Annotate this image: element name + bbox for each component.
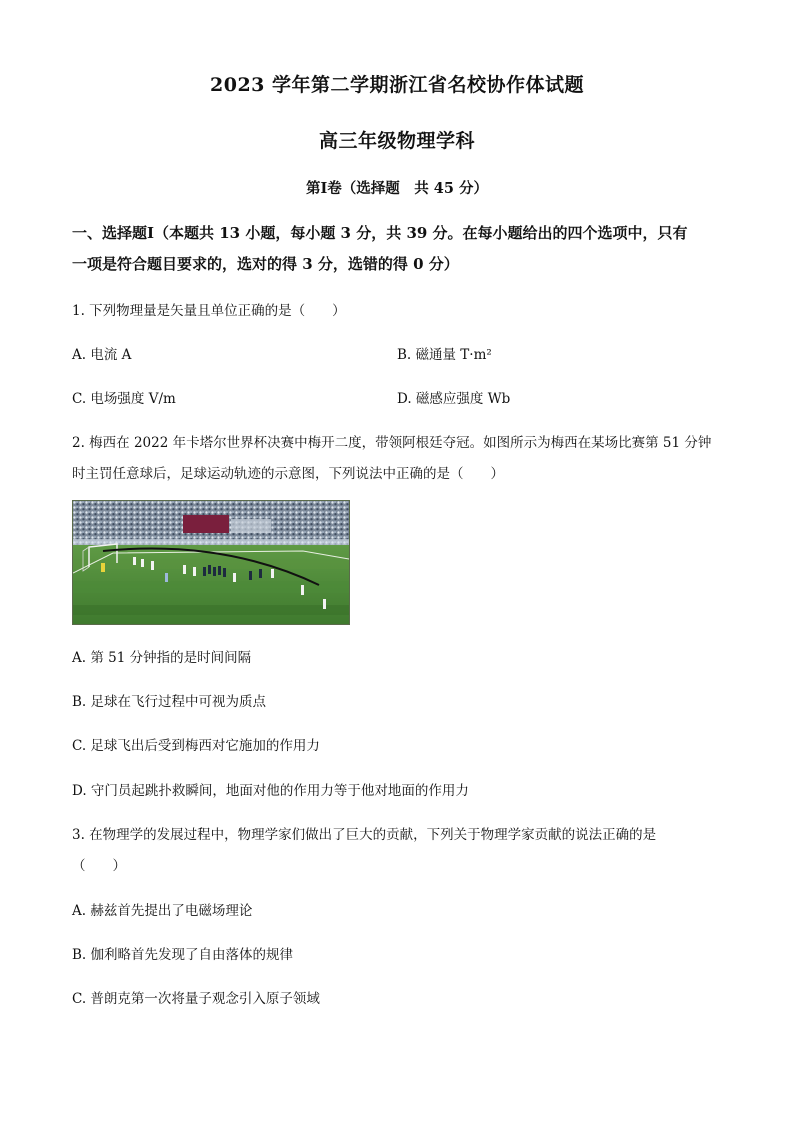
section-heading-line-2: 一项是符合题目要求的，选对的得 3 分，选错的得 0 分） [72, 255, 459, 273]
volume-heading: 第Ⅰ卷（选择题 共 45 分） [305, 180, 489, 197]
question-2-option-d: D. 守门员起跳扑救瞬间，地面对他的作用力等于他对地面的作用力 [72, 783, 469, 799]
question-1-option-d: D. 磁感应强度 Wb [397, 391, 511, 407]
question-1-option-c: C. 电场强度 V/m [72, 391, 176, 407]
question-2-option-c: C. 足球飞出后受到梅西对它施加的作用力 [72, 738, 320, 754]
question-1-option-b: B. 磁通量 T·m² [397, 347, 492, 363]
question-2-stem-line-1: 2. 梅西在 2022 年卡塔尔世界杯决赛中梅开二度，带领阿根廷夺冠。如图所示为梅西在某场比赛第 51 分钟 [72, 435, 712, 451]
question-3-stem-line-1: 3. 在物理学的发展过程中，物理学家们做出了巨大的贡献，下列关于物理学家贡献的说法正确的是 [72, 827, 657, 843]
exam-title: 2023 学年第二学期浙江省名校协作体试题 [210, 74, 584, 96]
question-2-option-a: A. 第 51 分钟指的是时间间隔 [72, 650, 252, 666]
question-3-option-c: C. 普朗克第一次将量子观念引入原子领域 [72, 991, 320, 1007]
free-kick-photo [72, 500, 350, 625]
question-1-stem: 1. 下列物理量是矢量且单位正确的是（ ） [72, 303, 346, 319]
question-2-stem-line-2: 时主罚任意球后，足球运动轨迹的示意图，下列说法中正确的是（ ） [72, 466, 504, 482]
question-3-option-b: B. 伽利略首先发现了自由落体的规律 [72, 947, 294, 963]
section-heading-line-1: 一、选择题Ⅰ（本题共 13 小题，每小题 3 分，共 39 分。在每小题给出的四个选项中，只有 [72, 224, 688, 242]
question-2-option-b: B. 足球在飞行过程中可视为质点 [72, 694, 267, 710]
question-1-option-a: A. 电流 A [72, 347, 132, 363]
question-3-stem-line-2: （ ） [72, 858, 126, 874]
question-3-option-a: A. 赫兹首先提出了电磁场理论 [72, 903, 253, 919]
exam-subtitle: 高三年级物理学科 [318, 130, 475, 152]
